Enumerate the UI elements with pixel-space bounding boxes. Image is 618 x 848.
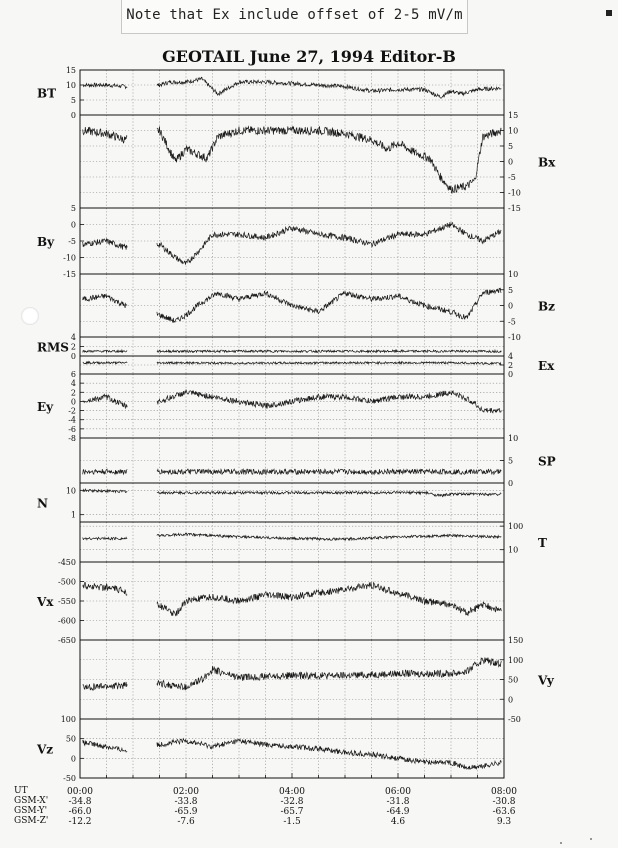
y-tick-label: 0	[508, 695, 514, 705]
y-tick-label: -10	[63, 253, 76, 263]
y-tick-label: 100	[508, 655, 524, 665]
row-label-gsm-y: GSM-Y'	[14, 806, 48, 816]
y-tick-label: -5	[508, 317, 516, 327]
y-tick-label: 100	[508, 522, 524, 532]
y-tick-label: 0	[508, 157, 514, 167]
gsm-y-value: -65.9	[174, 807, 198, 817]
trace-t	[83, 533, 502, 540]
panel-label-sp: SP	[538, 454, 556, 469]
x-tick-label-ut: 02:00	[173, 787, 199, 797]
y-tick-label: 1	[70, 510, 76, 520]
y-tick-label: -600	[58, 616, 76, 626]
panel-label-bx: Bx	[538, 155, 556, 170]
y-tick-label: 5	[508, 456, 514, 466]
note-text: Note that Ex include offset of 2-5 mV/m	[126, 7, 463, 23]
y-tick-label: 6	[70, 370, 76, 379]
y-tick-label: -650	[58, 636, 76, 645]
y-tick-label: -5	[68, 237, 76, 246]
y-tick-label: 50	[508, 675, 519, 685]
y-tick-label: -500	[58, 577, 76, 587]
y-tick-label: -8	[68, 434, 76, 443]
y-tick-label: 5	[508, 142, 514, 151]
y-tick-label: 10	[508, 126, 519, 136]
y-tick-label: -5	[508, 173, 516, 182]
y-tick-label: 0	[508, 301, 514, 311]
y-tick-label: 0	[70, 397, 76, 407]
panel-label-bz: Bz	[538, 299, 555, 314]
panel-label-by: By	[37, 235, 55, 249]
gsm-y-value: -63.6	[492, 807, 516, 817]
y-tick-label: 0	[70, 754, 76, 764]
y-tick-label: -50	[508, 715, 521, 724]
y-tick-label: -15	[508, 204, 521, 213]
gsm-x-value: -31.8	[386, 797, 410, 807]
y-tick-label: 2	[70, 342, 76, 352]
y-tick-label: 15	[508, 111, 519, 120]
panel-label-vy: Vy	[538, 673, 554, 688]
y-tick-label: 10	[65, 486, 76, 496]
y-tick-label: 10	[65, 81, 76, 90]
gsm-x-value: -30.8	[492, 797, 516, 807]
gsm-x-value: -32.8	[280, 797, 304, 807]
orbit-row-labels	[14, 786, 48, 826]
gsm-y-value: -66.0	[68, 807, 92, 817]
y-tick-label: 5	[70, 204, 76, 213]
trace-ex	[83, 362, 502, 365]
y-tick-label: 4	[508, 352, 514, 361]
y-tick-label: -10	[508, 188, 521, 198]
y-tick-label: -6	[68, 424, 76, 434]
y-tick-label: 150	[508, 636, 524, 645]
panel-label-rms: RMS	[37, 340, 69, 355]
y-tick-label: -10	[508, 333, 521, 342]
chart-title: GEOTAIL June 27, 1994 Editor-B	[162, 47, 456, 66]
gsm-z-value: -12.2	[68, 817, 92, 827]
y-tick-label: -2	[68, 406, 76, 416]
y-tick-label: 10	[508, 545, 519, 555]
y-tick-label: -550	[58, 597, 76, 606]
y-tick-label: 0	[70, 352, 76, 361]
y-tick-label: -4	[68, 415, 76, 425]
y-tick-label: 0	[508, 479, 514, 488]
panel-label-ey: Ey	[37, 400, 54, 414]
y-tick-label: 15	[65, 66, 76, 75]
gsm-z-value: -1.5	[283, 817, 301, 827]
y-tick-label: 10	[508, 270, 519, 279]
gsm-y-value: -65.7	[280, 807, 304, 817]
y-tick-label: 4	[70, 333, 76, 342]
y-tick-label: 5	[70, 96, 76, 105]
gsm-x-value: -34.8	[68, 797, 92, 807]
x-tick-label-ut: 06:00	[385, 787, 411, 797]
panel-label-vz: Vz	[37, 742, 54, 757]
y-tick-label: -15	[63, 270, 76, 279]
gsm-y-value: -64.9	[386, 807, 410, 817]
scan-speck	[590, 838, 592, 840]
y-tick-label: -50	[63, 774, 76, 783]
panel-label-t: T	[538, 536, 547, 550]
row-label-gsm-z: GSM-Z'	[14, 816, 49, 826]
x-tick-label-ut: 00:00	[67, 787, 93, 797]
x-tick-label-ut: 04:00	[279, 787, 305, 797]
y-tick-label: 4	[70, 379, 76, 389]
y-tick-label: 100	[60, 715, 76, 724]
y-tick-label: 0	[70, 220, 76, 230]
panel-label-vx: Vx	[37, 595, 54, 609]
gsm-z-value: 4.6	[390, 817, 406, 827]
gsm-z-value: -7.6	[177, 817, 195, 827]
y-tick-label: 5	[508, 285, 514, 295]
panel-label-bt: BT	[37, 86, 57, 101]
y-tick-label: 2	[70, 388, 76, 398]
x-tick-label-ut: 08:00	[491, 787, 517, 797]
row-label-ut: UT	[14, 786, 28, 796]
y-tick-label: 0	[70, 111, 76, 120]
scan-speck	[560, 842, 562, 844]
y-tick-label: 2	[508, 361, 514, 370]
y-tick-label: 50	[65, 734, 76, 744]
y-tick-label: -450	[58, 558, 76, 567]
panel-label-n: N	[37, 496, 48, 511]
gsm-x-value: -33.8	[174, 797, 198, 807]
gsm-z-value: 9.3	[496, 817, 512, 827]
row-label-gsm-x: GSM-X'	[14, 796, 49, 806]
y-tick-label: 0	[508, 370, 514, 379]
registration-mark	[606, 10, 612, 16]
panel-label-ex: Ex	[538, 359, 555, 373]
y-tick-label: 10	[508, 434, 519, 443]
